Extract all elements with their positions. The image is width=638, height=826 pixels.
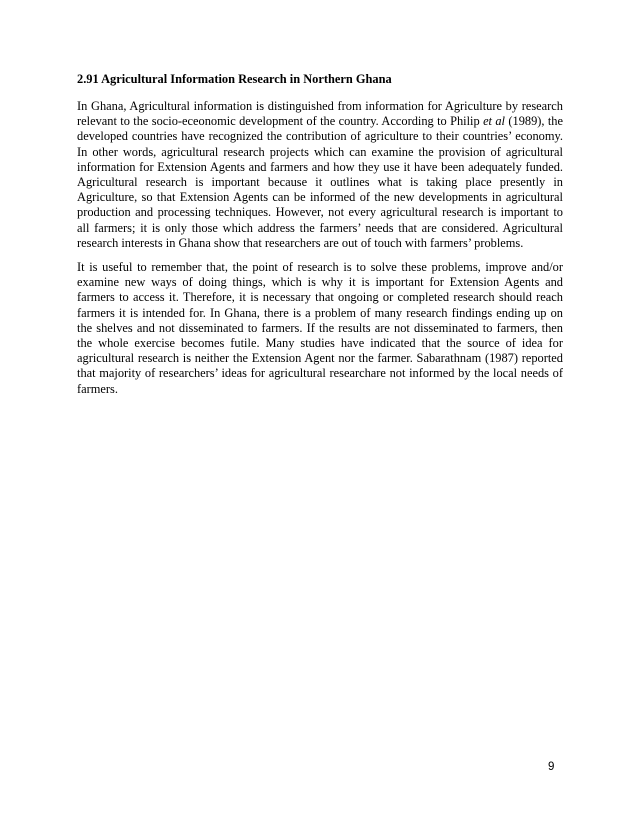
paragraph-2: It is useful to remember that, the point of research is to solve these problems, improve and/or examine new ways of doing things, which is why it is important for Extension Agents and farmers to access it. Therefore, it is necessary that ongoing or completed research should reach farmers it is intended for. In Ghana, there is a problem of many research findings ending up on the shelves and not disseminated to farmers. If the results are not disseminated to farmers, then the whole exercise becomes futile. Many studies have indicated that the source of idea for agricultural research is neither the Extension Agent nor the farmer. Sabarathnam (1987) reported that majority of researchers’ ideas for agricultural researchare not informed by the local needs of farmers. <box>77 260 563 396</box>
paragraph-1-text-end: (1989), the developed countries have recognized the contribution of agriculture to their countries’ economy. In other words, agricultural research projects which can examine the provision of agricultural information for Extension Agents and farmers and how they use it have been adequately funded. Agricultural research is important because it outlines what is taking place presently in Agriculture, so that Extension Agents can be informed of the new developments in agricultural production and processing techniques. However, not every agricultural research is important to all farmers; it is only those which address the farmers’ needs that are considered. Agricultural research interests in Ghana show that researchers are out of touch with farmers’ problems. <box>77 114 564 250</box>
paragraph-1-italic-citation: et al <box>483 114 506 129</box>
paragraph-1 <box>77 99 563 251</box>
page-content <box>77 71 563 406</box>
section-heading: 2.91 Agricultural Information Research in Northern Ghana <box>77 72 392 86</box>
paragraph-1-text-start: In Ghana, Agricultural information is distinguished from information for Agriculture by research relevant to the socio-eceonomic development of the country. According to Philip <box>77 99 563 129</box>
page-number: 9 <box>548 761 555 773</box>
